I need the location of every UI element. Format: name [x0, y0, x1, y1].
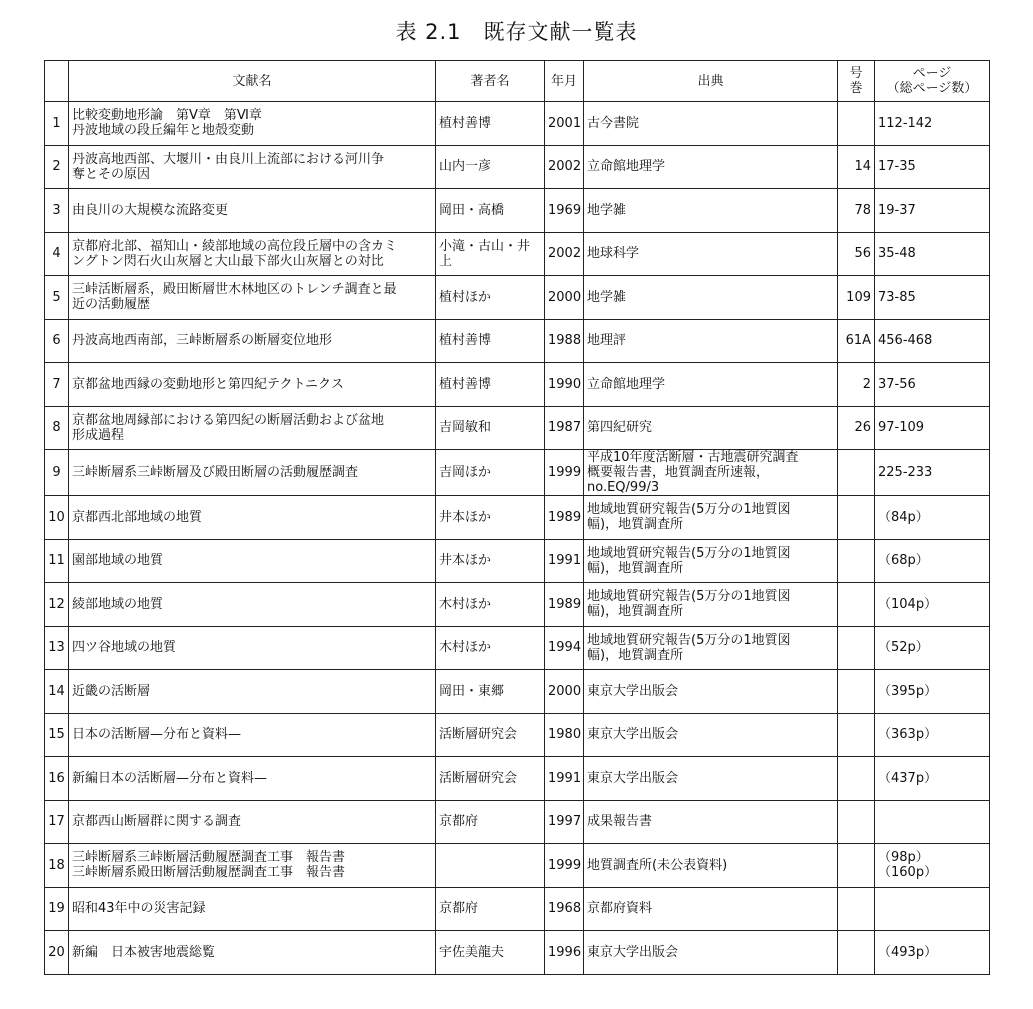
row-number-cell: 11 — [45, 539, 69, 583]
row-number-cell: 7 — [45, 363, 69, 407]
year-cell: 1991 — [545, 539, 584, 583]
year-cell: 2000 — [545, 276, 584, 320]
table-row — [45, 145, 990, 189]
source-cell: 地学雑 — [584, 276, 838, 320]
row-number-cell: 6 — [45, 319, 69, 363]
row-number-cell: 2 — [45, 145, 69, 189]
row-number-cell: 18 — [45, 844, 69, 888]
source-cell: 地理評 — [584, 319, 838, 363]
document-title: 表 2.1 既存文献一覧表 — [395, 20, 638, 44]
year-cell: 1980 — [545, 713, 584, 757]
pages-cell: 97-109 — [875, 406, 990, 450]
author-cell: 岡田・高橋 — [436, 189, 545, 233]
literature-title-cell: 京都西北部地域の地質 — [69, 496, 436, 540]
source-cell: 京都府資料 — [584, 887, 838, 931]
header-year: 年月 — [545, 61, 584, 102]
source-cell: 成果報告書 — [584, 800, 838, 844]
header-volume: 号 巻 — [838, 61, 875, 102]
literature-title-cell: 京都盆地周縁部における第四紀の断層活動および盆地 形成過程 — [69, 406, 436, 450]
literature-title-cell: 新編日本の活断層—分布と資料— — [69, 757, 436, 801]
year-cell: 2001 — [545, 102, 584, 146]
pages-cell: 17-35 — [875, 145, 990, 189]
table-row — [45, 931, 990, 975]
year-cell: 1994 — [545, 626, 584, 670]
author-cell: 井本ほか — [436, 539, 545, 583]
author-cell: 活断層研究会 — [436, 757, 545, 801]
table-row — [45, 496, 990, 540]
header-pages: ページ （総ページ数） — [875, 61, 990, 102]
table-row — [45, 102, 990, 146]
volume-cell: 109 — [838, 276, 875, 320]
row-number-cell: 8 — [45, 406, 69, 450]
year-cell: 2002 — [545, 232, 584, 276]
row-number-cell: 14 — [45, 670, 69, 714]
source-cell: 地域地質研究報告(5万分の1地質図 幅)，地質調査所 — [584, 496, 838, 540]
row-number-cell: 15 — [45, 713, 69, 757]
table-body — [45, 102, 990, 975]
table-header — [45, 61, 990, 102]
row-number-cell: 12 — [45, 583, 69, 627]
literature-title-cell: 丹波高地西部、大堰川・由良川上流部における河川争 奪とその原因 — [69, 145, 436, 189]
author-cell: 山内一彦 — [436, 145, 545, 189]
literature-title-cell: 京都府北部、福知山・綾部地域の高位段丘層中の含カミ ングトン閃石火山灰層と大山最下部火山灰層との対比 — [69, 232, 436, 276]
volume-cell — [838, 887, 875, 931]
header-title: 文献名 — [69, 61, 436, 102]
author-cell: 木村ほか — [436, 583, 545, 627]
year-cell: 1990 — [545, 363, 584, 407]
source-cell: 地球科学 — [584, 232, 838, 276]
volume-cell — [838, 102, 875, 146]
volume-cell — [838, 713, 875, 757]
author-cell: 植村善博 — [436, 363, 545, 407]
volume-cell — [838, 800, 875, 844]
pages-cell — [875, 800, 990, 844]
pages-cell: （493p） — [875, 931, 990, 975]
pages-cell — [875, 887, 990, 931]
year-cell: 1987 — [545, 406, 584, 450]
volume-cell: 56 — [838, 232, 875, 276]
author-cell: 京都府 — [436, 800, 545, 844]
year-cell: 1999 — [545, 450, 584, 496]
literature-title-cell: 由良川の大規模な流路変更 — [69, 189, 436, 233]
volume-cell: 26 — [838, 406, 875, 450]
literature-title-cell: 日本の活断層—分布と資料— — [69, 713, 436, 757]
literature-title-cell: 三峠断層系三峠断層及び殿田断層の活動履歴調査 — [69, 450, 436, 496]
table-row — [45, 583, 990, 627]
author-cell: 木村ほか — [436, 626, 545, 670]
pages-cell: （104p） — [875, 583, 990, 627]
table-row — [45, 670, 990, 714]
year-cell: 1999 — [545, 844, 584, 888]
row-number-cell: 19 — [45, 887, 69, 931]
header-no — [45, 61, 69, 102]
literature-title-cell: 比較変動地形論 第Ⅴ章 第Ⅵ章 丹波地域の段丘編年と地殻変動 — [69, 102, 436, 146]
row-number-cell: 5 — [45, 276, 69, 320]
row-number-cell: 20 — [45, 931, 69, 975]
volume-cell: 2 — [838, 363, 875, 407]
table-row — [45, 757, 990, 801]
author-cell: 吉岡敏和 — [436, 406, 545, 450]
year-cell: 1989 — [545, 496, 584, 540]
row-number-cell: 9 — [45, 450, 69, 496]
literature-table — [44, 60, 990, 975]
table-row — [45, 232, 990, 276]
year-cell: 1969 — [545, 189, 584, 233]
pages-cell: 112-142 — [875, 102, 990, 146]
volume-cell — [838, 450, 875, 496]
author-cell: 植村善博 — [436, 102, 545, 146]
pages-cell: 35-48 — [875, 232, 990, 276]
author-cell: 井本ほか — [436, 496, 545, 540]
source-cell: 地域地質研究報告(5万分の1地質図 幅)，地質調査所 — [584, 539, 838, 583]
pages-cell: 456-468 — [875, 319, 990, 363]
literature-title-cell: 近畿の活断層 — [69, 670, 436, 714]
source-cell: 立命館地理学 — [584, 145, 838, 189]
header-source: 出典 — [584, 61, 838, 102]
volume-cell — [838, 626, 875, 670]
literature-title-cell: 京都盆地西縁の変動地形と第四紀テクトニクス — [69, 363, 436, 407]
year-cell: 1996 — [545, 931, 584, 975]
table-row — [45, 276, 990, 320]
author-cell: 植村ほか — [436, 276, 545, 320]
source-cell: 東京大学出版会 — [584, 757, 838, 801]
literature-title-cell: 昭和43年中の災害記録 — [69, 887, 436, 931]
pages-cell: （68p） — [875, 539, 990, 583]
row-number-cell: 16 — [45, 757, 69, 801]
volume-cell — [838, 496, 875, 540]
table-row — [45, 539, 990, 583]
volume-cell — [838, 931, 875, 975]
literature-title-cell: 三峠活断層系，殿田断層世木林地区のトレンチ調査と最 近の活動履歴 — [69, 276, 436, 320]
table-row — [45, 713, 990, 757]
author-cell: 宇佐美龍夫 — [436, 931, 545, 975]
pages-cell: 73-85 — [875, 276, 990, 320]
author-cell: 吉岡ほか — [436, 450, 545, 496]
literature-title-cell: 綾部地域の地質 — [69, 583, 436, 627]
author-cell: 活断層研究会 — [436, 713, 545, 757]
table-row — [45, 844, 990, 888]
year-cell: 1997 — [545, 800, 584, 844]
source-cell: 地学雑 — [584, 189, 838, 233]
table-row — [45, 626, 990, 670]
source-cell: 東京大学出版会 — [584, 713, 838, 757]
source-cell: 東京大学出版会 — [584, 670, 838, 714]
pages-cell: （98p） （160p） — [875, 844, 990, 888]
table-row — [45, 189, 990, 233]
row-number-cell: 13 — [45, 626, 69, 670]
year-cell: 1989 — [545, 583, 584, 627]
row-number-cell: 4 — [45, 232, 69, 276]
year-cell: 2002 — [545, 145, 584, 189]
author-cell: 植村善博 — [436, 319, 545, 363]
row-number-cell: 17 — [45, 800, 69, 844]
table-row — [45, 319, 990, 363]
header-author: 著者名 — [436, 61, 545, 102]
source-cell: 立命館地理学 — [584, 363, 838, 407]
volume-cell — [838, 539, 875, 583]
pages-cell: （52p） — [875, 626, 990, 670]
row-number-cell: 1 — [45, 102, 69, 146]
literature-title-cell: 丹波高地西南部，三峠断層系の断層変位地形 — [69, 319, 436, 363]
pages-cell: （437p） — [875, 757, 990, 801]
volume-cell: 61A — [838, 319, 875, 363]
literature-title-cell: 京都西山断層群に関する調査 — [69, 800, 436, 844]
source-cell: 古今書院 — [584, 102, 838, 146]
pages-cell: （395p） — [875, 670, 990, 714]
literature-title-cell: 新編 日本被害地震総覧 — [69, 931, 436, 975]
literature-title-cell: 園部地域の地質 — [69, 539, 436, 583]
pages-cell: （363p） — [875, 713, 990, 757]
author-cell — [436, 844, 545, 888]
source-cell: 地域地質研究報告(5万分の1地質図 幅)，地質調査所 — [584, 626, 838, 670]
pages-cell: 19-37 — [875, 189, 990, 233]
author-cell: 岡田・東郷 — [436, 670, 545, 714]
volume-cell: 78 — [838, 189, 875, 233]
volume-cell — [838, 583, 875, 627]
year-cell: 1988 — [545, 319, 584, 363]
source-cell: 平成10年度活断層・古地震研究調査 概要報告書，地質調査所速報， no.EQ/99/3 — [584, 450, 838, 496]
year-cell: 1991 — [545, 757, 584, 801]
literature-title-cell: 四ツ谷地域の地質 — [69, 626, 436, 670]
source-cell: 東京大学出版会 — [584, 931, 838, 975]
author-cell: 京都府 — [436, 887, 545, 931]
source-cell: 地域地質研究報告(5万分の1地質図 幅)，地質調査所 — [584, 583, 838, 627]
year-cell: 1968 — [545, 887, 584, 931]
author-cell: 小滝・古山・井 上 — [436, 232, 545, 276]
year-cell: 2000 — [545, 670, 584, 714]
pages-cell: 225-233 — [875, 450, 990, 496]
volume-cell — [838, 757, 875, 801]
pages-cell: （84p） — [875, 496, 990, 540]
volume-cell — [838, 844, 875, 888]
pages-cell: 37-56 — [875, 363, 990, 407]
row-number-cell: 10 — [45, 496, 69, 540]
table-row — [45, 406, 990, 450]
table-row — [45, 450, 990, 496]
table-row — [45, 800, 990, 844]
volume-cell — [838, 670, 875, 714]
row-number-cell: 3 — [45, 189, 69, 233]
source-cell: 地質調査所(未公表資料) — [584, 844, 838, 888]
literature-title-cell: 三峠断層系三峠断層活動履歴調査工事 報告書 三峠断層系殿田断層活動履歴調査工事 報告書 — [69, 844, 436, 888]
table-row — [45, 887, 990, 931]
table-row — [45, 363, 990, 407]
volume-cell: 14 — [838, 145, 875, 189]
source-cell: 第四紀研究 — [584, 406, 838, 450]
